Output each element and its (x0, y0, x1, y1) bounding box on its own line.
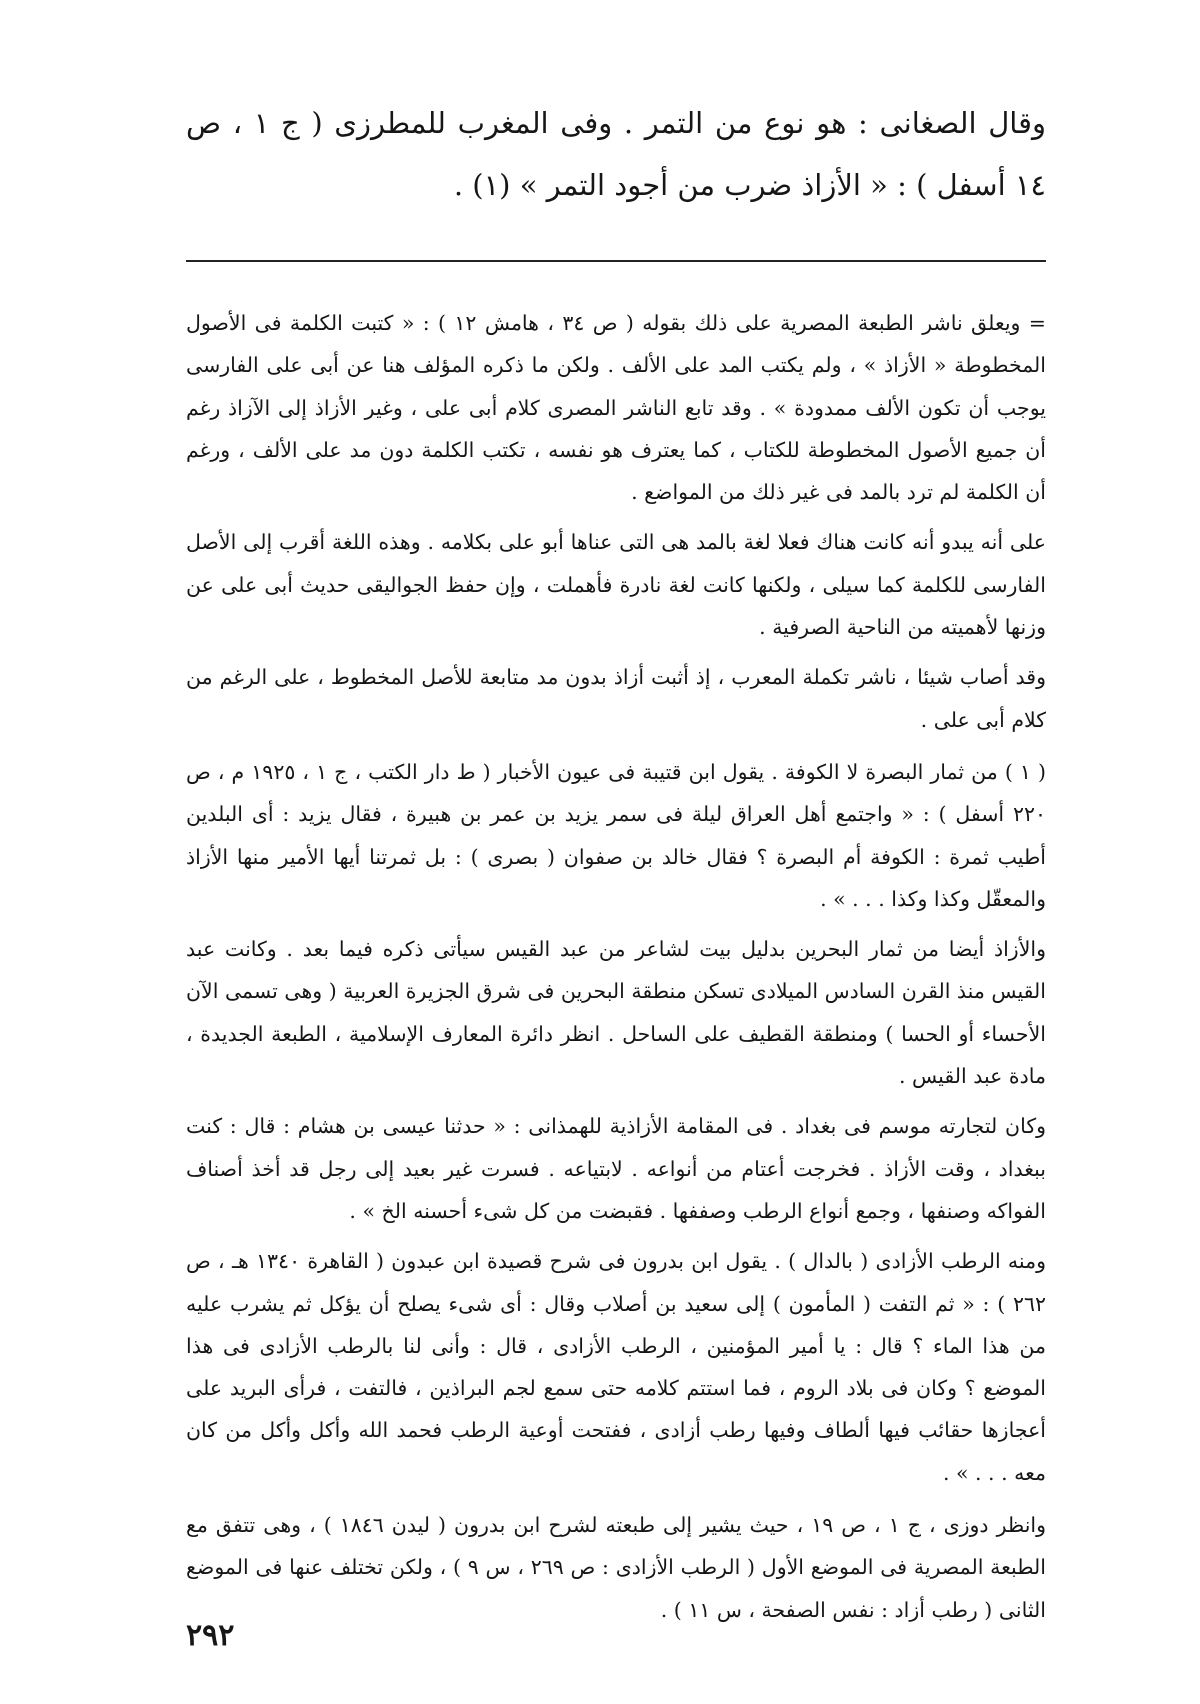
page-number: ٢٩٢ (186, 1618, 235, 1653)
footnote-paragraph: ومنه الرطب الأزادى ( بالدال ) . يقول ابن بدرون فى شرح قصيدة ابن عبدون ( القاهرة ١٣٤٠ هـ ، ص ٢٦٢ ) : « ثم التفت ( المأمون ) إلى سعيد بن أصلاب وقال : أى شىء يصلح أن يؤكل ثم يشرب عليه من هذا الماء ؟ قال : يا أمير المؤمنين ، الرطب الأزادى ، قال : وأنى لنا بالرطب الأزادى فى هذا الموضع ؟ وكان فى بلاد الروم ، فما استتم كلامه حتى سمع لجم البراذين ، فالتفت ، فرأى البريد على أعجازها حقائب فيها ألطاف وفيها رطب أزادى ، ففتحت أوعية الرطب فحمد الله وأكل وأكل من كان معه . . . » . (186, 1249, 1046, 1485)
footnote-paragraph: وانظر دوزى ، ج ١ ، ص ١٩ ، حيث يشير إلى طبعته لشرح ابن بدرون ( ليدن ١٨٤٦ ) ، وهى تتفق مع الطبعة المصرية فى الموضع الأول ( الرطب الأزادى : ص ٢٦٩ ، س ٩ ) ، ولكن تختلف عنها فى الموضع الثانى ( رطب أزاد : نفس الصفحة ، س ١١ ) . (186, 1513, 1046, 1622)
footnote-paragraph: على أنه يبدو أنه كانت هناك فعلا لغة بالمد هى التى عناها أبو على بكلامه . وهذه اللغة أقرب إلى الأصل الفارسى للكلمة كما سيلى ، ولكنها كانت لغة نادرة فأهملت ، وإن حفظ الجواليقى حديث أبى على عن وزنها لأهميته من الناحية الصرفية . (186, 530, 1046, 640)
footnote-paragraph: وقد أصاب شيئا ، ناشر تكملة المعرب ، إذ أثبت أزاذ بدون مد متابعة للأصل المخطوط ، على الرغم من كلام أبى على . (186, 665, 1046, 732)
book-page (186, 92, 1046, 1639)
footnote-separator (186, 260, 1046, 262)
footnote-paragraph: والأزاذ أيضا من ثمار البحرين بدليل بيت لشاعر من عبد القيس سيأتى ذكره فيما بعد . وكانت عبد القيس منذ القرن السادس الميلادى تسكن منطقة البحرين فى شرق الجزيرة العربية ( وهى تسمى الآن الأحساء أو الحسا ) ومنطقة القطيف على الساحل . انظر دائرة المعارف الإسلامية ، الطبعة الجديدة ، مادة عبد القيس . (186, 937, 1046, 1089)
footnote-paragraph: وكان لتجارته موسم فى بغداد . فى المقامة الأزاذية للهمذانى : « حدثنا عيسى بن هشام : قال : كنت ببغداد ، وقت الأزاذ . فخرجت أعتام من أنواعه . لابتياعه . فسرت غير بعيد إلى رجل قد أخذ أصناف الفواكه وصنفها ، وجمع أنواع الرطب وصففها . فقبضت من كل شىء أحسنه الخ » . (186, 1114, 1046, 1223)
footnote-continuation: = ويعلق ناشر الطبعة المصرية على ذلك بقوله ( ص ٣٤ ، هامش ١٢ ) : « كتبت الكلمة فى الأصول المخطوطة « الأزاذ » ، ولم يكتب المد على الألف . ولكن ما ذكره المؤلف هنا عن أبى على الفارسى يوجب أن تكون الألف ممدودة » . وقد تابع الناشر المصرى كلام أبى على ، وغير الأزاذ إلى الآزاذ رغم أن جميع الأصول المخطوطة للكتاب ، كما يعترف هو نفسه ، تكتب الكلمة دون مد على الألف ، ورغم أن الكلمة لم ترد بالمد فى غير ذلك من المواضع . (186, 311, 1046, 505)
footnote-1: ( ١ ) من ثمار البصرة لا الكوفة . يقول ابن قتيبة فى عيون الأخبار ( ط دار الكتب ، ج ١ ، ١٩٢٥ م ، ص ٢٢٠ أسفل ) : « واجتمع أهل العراق ليلة فى سمر يزيد بن عمر بن هبيرة ، فقال يزيد : أى البلدين أطيب ثمرة : الكوفة أم البصرة ؟ فقال خالد بن صفوان ( بصرى ) : بل ثمرتنا أيها الأمير منها الأزاذ والمعقّل وكذا وكذا . . . » . (186, 759, 1046, 911)
footnotes (186, 302, 1046, 1631)
main-text: وقال الصغانى : هو نوع من التمر . وفى المغرب للمطرزى ( ج ١ ، ص ١٤ أسفل ) : « الأزاذ ضرب من أجود التمر » (١) . (186, 106, 1046, 202)
